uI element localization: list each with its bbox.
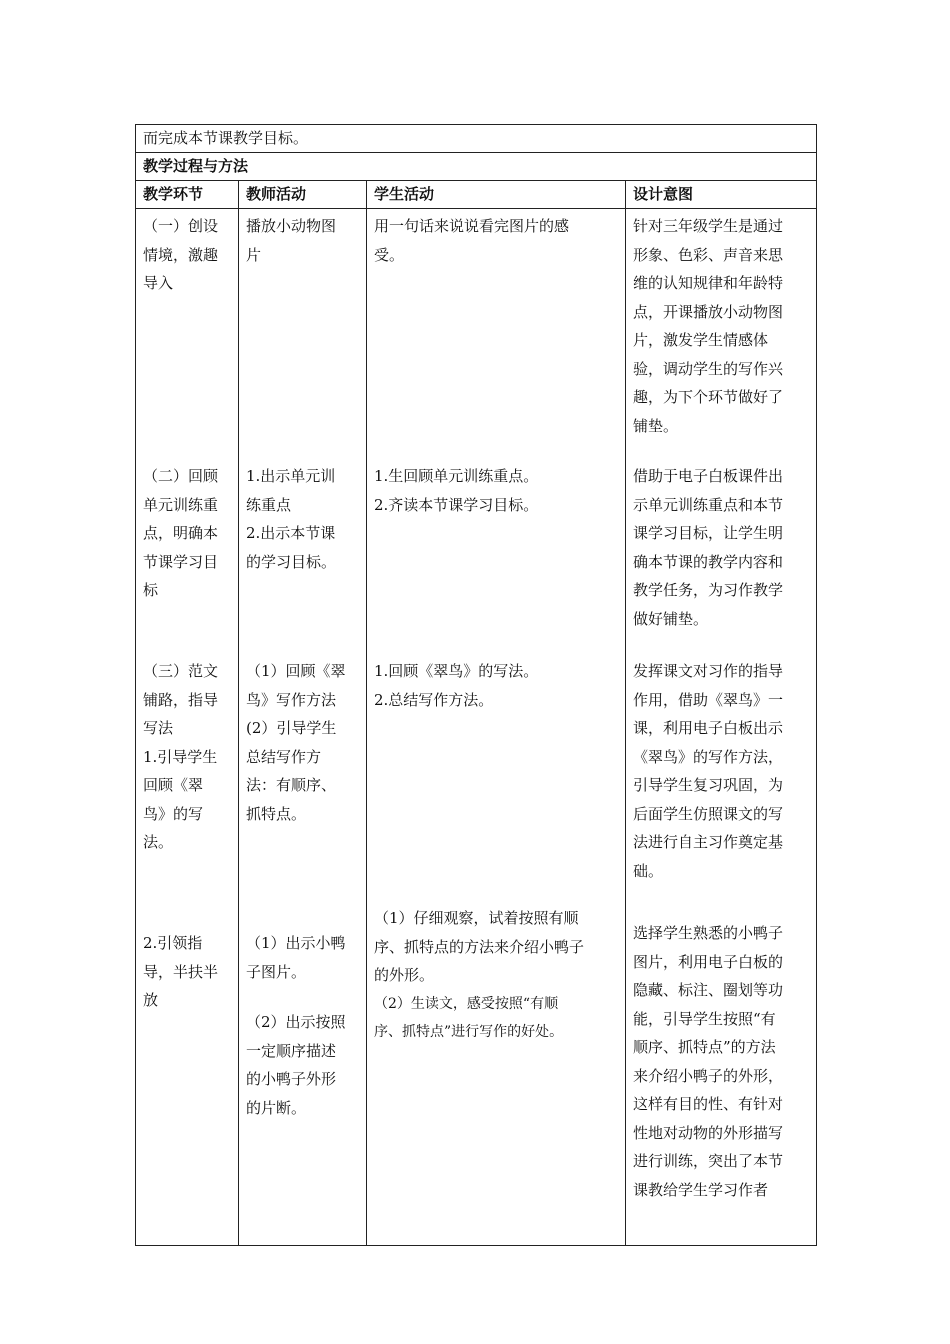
stage-line: 单元训练重 <box>143 495 219 514</box>
intent-line: 发挥课文对习作的指导 <box>633 662 784 680</box>
student-block-2 <box>374 462 618 657</box>
stage-block-2 <box>143 462 231 657</box>
stage-line: 鸟》的写 <box>143 804 204 823</box>
stage-line: 情境，激趣 <box>143 245 219 264</box>
intent-line: 引导学生复习巩固，为 <box>633 776 784 794</box>
stage-line: （三）范文 <box>143 662 219 680</box>
section-title: 教学过程与方法 <box>136 153 817 181</box>
header-intent: 设计意图 <box>626 181 817 209</box>
student-line: 2.总结写作方法。 <box>374 690 494 709</box>
stage-line: 放 <box>143 991 159 1009</box>
teacher-line: 练重点 <box>246 495 292 514</box>
header-stage: 教学环节 <box>136 181 239 209</box>
teacher-line: (2）引导学生 <box>246 719 337 737</box>
intent-line: 作用，借助《翠鸟》一 <box>633 690 784 709</box>
intent-line: 确本节课的教学内容和 <box>633 552 784 571</box>
teacher-line: 片 <box>246 245 262 264</box>
teacher-line: （2）出示按照 <box>246 1013 346 1031</box>
intent-line: 教学任务，为习作教学 <box>633 581 784 599</box>
intent-line: 点，开课播放小动物图 <box>633 302 784 321</box>
stage-line: （二）回顾 <box>143 467 219 485</box>
teacher-column <box>239 209 367 1246</box>
intent-line: 针对三年级学生是通过 <box>633 217 784 235</box>
top-continuation-text: 而完成本节课教学目标。 <box>136 125 817 153</box>
intent-line: 课学习目标，让学生明 <box>633 524 784 542</box>
student-line: 的外形。 <box>374 966 435 984</box>
stage-line: 节课学习目 <box>143 552 219 571</box>
stage-line: 回顾《翠 <box>143 776 204 794</box>
teacher-line: （1）回顾《翠 <box>246 662 346 680</box>
stage-line: 标 <box>143 581 159 599</box>
teacher-line: 的片断。 <box>246 1098 307 1117</box>
teacher-line: 总结写作方 <box>246 747 322 766</box>
intent-line: 片，激发学生情感体 <box>633 331 769 349</box>
intent-block-2 <box>633 462 809 657</box>
teacher-line: 播放小动物图 <box>246 217 337 235</box>
student-line: 受。 <box>374 245 405 264</box>
stage-line: （一）创设 <box>143 217 219 235</box>
stage-line: 法。 <box>143 833 174 851</box>
header-teacher: 教师活动 <box>239 181 367 209</box>
intent-line: 后面学生仿照课文的写 <box>633 804 784 823</box>
intent-line: 课，利用电子白板出示 <box>633 719 784 737</box>
student-block-1 <box>374 212 618 462</box>
intent-block-4 <box>633 919 809 1204</box>
intent-block-1 <box>633 212 809 462</box>
intent-block-3 <box>633 657 809 919</box>
intent-line: 验，调动学生的写作兴 <box>633 359 784 378</box>
student-line: 1.生回顾单元训练重点。 <box>374 467 539 485</box>
stage-line: 1.引导学生 <box>143 747 218 766</box>
intent-line: 这样有目的性、有针对 <box>633 1095 784 1113</box>
stage-line: 2.引领指 <box>143 934 203 952</box>
intent-line: 做好铺垫。 <box>633 609 709 628</box>
teacher-line: 子图片。 <box>246 962 307 981</box>
intent-line: 选择学生熟悉的小鸭子 <box>633 924 784 942</box>
intent-line: 示单元训练重点和本节 <box>633 495 784 514</box>
stage-block-4 <box>143 929 231 1015</box>
teacher-block-4 <box>246 929 359 1122</box>
student-line: 序、抓特点的方法来介绍小鸭子 <box>374 937 585 956</box>
student-line: 序、抓特点”进行写作的好处。 <box>374 1024 564 1040</box>
teacher-block-2 <box>246 462 359 657</box>
teacher-block-3 <box>246 657 359 929</box>
content-row <box>136 209 817 1246</box>
header-row <box>136 181 817 209</box>
teacher-line: 的小鸭子外形 <box>246 1070 337 1088</box>
intent-line: 能，引导学生按照“有 <box>633 1009 776 1028</box>
intent-line: 进行训练，突出了本节 <box>633 1152 784 1170</box>
intent-line: 趣，为下个环节做好了 <box>633 388 784 406</box>
teacher-line: 抓特点。 <box>246 804 307 823</box>
teacher-line: 1.出示单元训 <box>246 467 336 485</box>
intent-line: 形象、色彩、声音来思 <box>633 245 784 264</box>
intent-column <box>626 209 817 1246</box>
stage-line: 铺路，指导 <box>143 690 219 709</box>
stage-block-1 <box>143 212 231 462</box>
teacher-line: 一定顺序描述 <box>246 1041 337 1060</box>
teacher-line: 鸟》写作方法 <box>246 690 337 709</box>
intent-line: 性地对动物的外形描写 <box>633 1123 784 1142</box>
lesson-plan-table <box>135 124 817 1246</box>
teacher-line: 的学习目标。 <box>246 552 337 571</box>
intent-line: 课教给学生学习作者 <box>633 1180 769 1199</box>
stage-line: 导入 <box>143 274 174 292</box>
intent-line: 维的认知规律和年龄特 <box>633 274 784 292</box>
student-block-3 <box>374 657 618 904</box>
teacher-line: 2.出示本节课 <box>246 524 336 542</box>
intent-line: 法进行自主习作奠定基 <box>633 833 784 851</box>
stage-column <box>136 209 239 1246</box>
teacher-block-1 <box>246 212 359 462</box>
stage-line: 写法 <box>143 719 174 737</box>
stage-line: 导，半扶半 <box>143 962 219 981</box>
student-block-4 <box>374 904 618 1047</box>
student-line: 用一句话来说说看完图片的感 <box>374 217 570 235</box>
student-line: 1.回顾《翠鸟》的写法。 <box>374 662 539 680</box>
intent-line: 借助于电子白板课件出 <box>633 467 784 485</box>
student-column <box>367 209 626 1246</box>
teacher-line: （1）出示小鸭 <box>246 934 346 952</box>
stage-line: 点，明确本 <box>143 524 219 542</box>
student-line: （1）仔细观察，试着按照有顺 <box>374 909 579 927</box>
intent-line: 图片，利用电子白板的 <box>633 952 784 971</box>
header-student: 学生活动 <box>367 181 626 209</box>
student-line: （2）生读文，感受按照“有顺 <box>374 995 559 1012</box>
intent-line: 础。 <box>633 861 664 880</box>
stage-block-3 <box>143 657 231 929</box>
intent-line: 铺垫。 <box>633 416 679 435</box>
intent-line: 隐藏、标注、圈划等功 <box>633 981 784 999</box>
teacher-line: 法：有顺序、 <box>246 776 337 794</box>
intent-line: 顺序、抓特点”的方法 <box>633 1038 776 1056</box>
intent-line: 《翠鸟》的写作方法， <box>633 747 784 766</box>
student-line: 2.齐读本节课学习目标。 <box>374 495 539 514</box>
intent-line: 来介绍小鸭子的外形， <box>633 1066 784 1085</box>
